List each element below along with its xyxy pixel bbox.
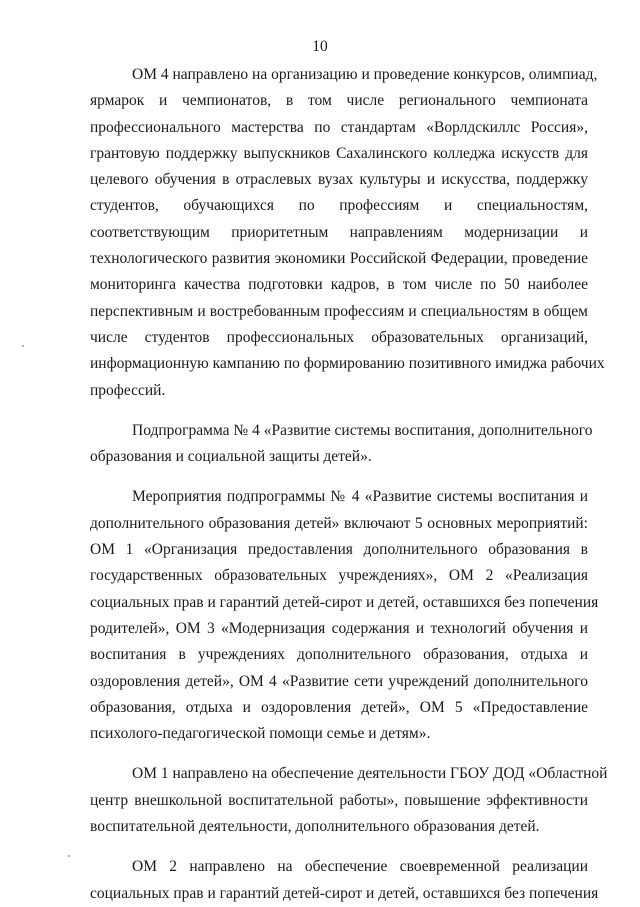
paragraph: [90, 484, 599, 747]
text-line: воспитательной деятельности, дополнительного образования детей.: [90, 818, 540, 836]
text-line: мониторинга качества подготовки кадров, в том числе по 50 наиболее: [90, 276, 588, 294]
text-line: профессионального мастерства по стандартам «Ворлдскиллс Россия»,: [90, 118, 588, 136]
text-line: образования, отдыха и оздоровления детей», ОМ 5 «Предоставление: [90, 698, 588, 716]
text-line: информационную кампанию по формированию позитивного имиджа рабочих: [90, 355, 605, 373]
text-line: дополнительного образования детей» включают 5 основных мероприятий:: [90, 514, 588, 532]
text-line: ярмарок и чемпионатов, в том числе регионального чемпионата: [90, 92, 588, 110]
text-line: оздоровления детей», ОМ 4 «Развитие сети учреждений дополнительного: [90, 672, 588, 690]
text-line: ОМ 2 направлено на обеспечение своевременной реализации: [132, 858, 588, 876]
text-line: ОМ 1 «Организация предоставления дополнительного образования в: [90, 541, 588, 559]
text-line: центр внешкольной воспитательной работы», повышение эффективности: [90, 791, 588, 809]
paragraph: [90, 761, 608, 840]
text-line: ОМ 4 направлено на организацию и проведение конкурсов, олимпиад,: [132, 66, 598, 83]
text-line: профессий.: [90, 381, 166, 399]
text-line: социальных прав и гарантий детей-сирот и детей, оставшихся без попечения: [90, 884, 599, 902]
text-line: студентов, обучающихся по профессиям и специальностям,: [90, 197, 588, 215]
text-line: образования и социальной защиты детей».: [90, 448, 372, 466]
text-line: государственных образовательных учреждениях», ОМ 2 «Реализация: [90, 567, 588, 585]
text-line: психолого-педагогической помощи семье и детям».: [90, 725, 431, 743]
text-line: перспективным и востребованным профессиям и специальностям в общем: [90, 302, 588, 320]
page-number: 10: [312, 38, 328, 55]
text-line: технологического развития экономики Российской Федерации, проведение: [90, 250, 588, 268]
text-line: грантовую поддержку выпускников Сахалинского колледжа искусств для: [90, 144, 588, 162]
text-line: родителей», ОМ 3 «Модернизация содержания и технологий обучения и: [90, 619, 588, 637]
scan-speck: [68, 855, 70, 857]
text-line: Мероприятия подпрограммы № 4 «Развитие системы воспитания и: [132, 488, 588, 506]
scan-speck: [22, 345, 24, 347]
paragraph: [90, 418, 593, 471]
text-line: ОМ 1 направлено на обеспечение деятельности ГБОУ ДОД «Областной: [132, 765, 608, 783]
paragraph: [90, 62, 605, 404]
text-line: социальных прав и гарантий детей-сирот и детей, оставшихся без попечения: [90, 593, 599, 611]
text-line: числе студентов профессиональных образовательных организаций,: [90, 328, 588, 346]
text-line: целевого обучения в отраслевых вузах культуры и искусства, поддержку: [90, 171, 588, 189]
document-body: [90, 62, 608, 907]
text-line: воспитания в учреждениях дополнительного образования, отдыха и: [90, 646, 588, 664]
paragraph: [90, 854, 599, 907]
text-line: Подпрограмма № 4 «Развитие системы воспитания, дополнительного: [132, 421, 593, 439]
text-line: соответствующим приоритетным направлениям модернизации и: [90, 223, 588, 241]
